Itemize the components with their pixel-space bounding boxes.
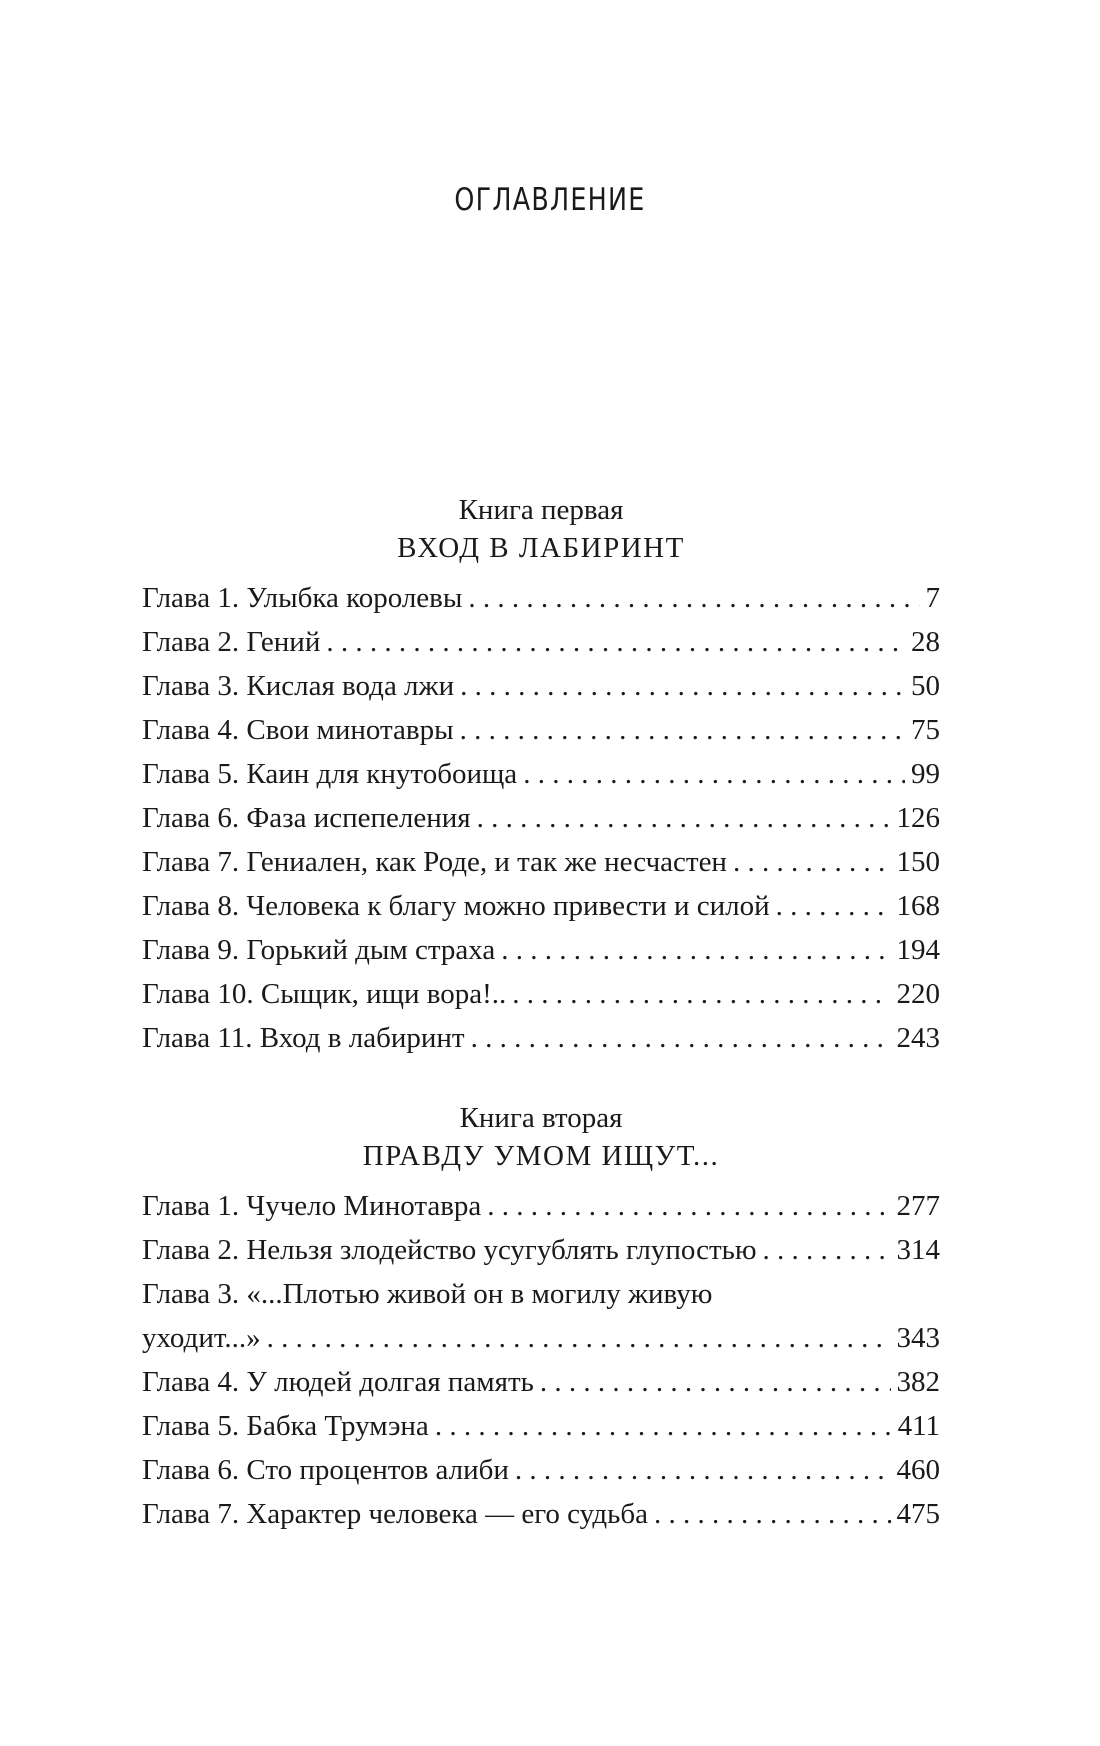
toc-entry[interactable] bbox=[142, 576, 940, 620]
page-number: 50 bbox=[911, 670, 940, 702]
toc-entry[interactable] bbox=[142, 752, 940, 796]
chapter-title: Глава 1. Чучело Минотавра bbox=[142, 1190, 482, 1222]
chapter-title: Глава 5. Бабка Трумэна bbox=[142, 1410, 429, 1442]
chapter-title: Глава 1. Улыбка королевы bbox=[142, 582, 463, 614]
page-number: 126 bbox=[896, 802, 940, 834]
page-number: 343 bbox=[896, 1322, 940, 1354]
toc-entry[interactable] bbox=[142, 1492, 940, 1536]
toc-entry[interactable] bbox=[142, 620, 940, 664]
toc-entry[interactable] bbox=[142, 1228, 940, 1272]
chapter-title: Глава 11. Вход в лабиринт bbox=[142, 1022, 465, 1054]
dot-leader bbox=[733, 840, 891, 884]
chapter-title: Глава 6. Сто процентов алиби bbox=[142, 1454, 509, 1486]
book-section-second bbox=[142, 1100, 940, 1536]
page-number: 150 bbox=[896, 846, 940, 878]
dot-leader bbox=[501, 928, 890, 972]
toc-entry[interactable] bbox=[142, 840, 940, 884]
dot-leader bbox=[435, 1404, 892, 1448]
book-name: ПРАВДУ УМОМ ИЩУТ... bbox=[362, 1140, 720, 1172]
page-number: 220 bbox=[896, 978, 940, 1010]
toc-entry[interactable] bbox=[142, 884, 940, 928]
dot-leader bbox=[540, 1360, 891, 1404]
dot-leader bbox=[523, 752, 905, 796]
chapter-title: Глава 2. Гений bbox=[142, 626, 321, 658]
dot-leader bbox=[267, 1316, 891, 1360]
dot-leader bbox=[460, 708, 905, 752]
dot-leader bbox=[460, 664, 905, 708]
book-section-first bbox=[142, 492, 940, 1060]
chapter-title: Глава 7. Гениален, как Роде, и так же несчастен bbox=[142, 846, 727, 878]
dot-leader bbox=[326, 620, 905, 664]
dot-leader bbox=[515, 1448, 891, 1492]
chapter-title: Глава 4. У людей долгая память bbox=[142, 1366, 534, 1398]
page-title: ОГЛАВЛЕНИЕ bbox=[454, 182, 646, 218]
page-number: 460 bbox=[896, 1454, 940, 1486]
toc-entry[interactable] bbox=[142, 1184, 940, 1228]
chapter-title: Глава 2. Нельзя злодейство усугублять глупостью bbox=[142, 1234, 757, 1266]
dot-leader bbox=[477, 796, 891, 840]
toc-list bbox=[142, 1184, 940, 1536]
dot-leader bbox=[776, 884, 891, 928]
page-number: 277 bbox=[896, 1190, 940, 1222]
toc-entry[interactable] bbox=[142, 972, 940, 1016]
book-label: Книга вторая bbox=[459, 1102, 623, 1134]
chapter-title-continuation: уходит...» bbox=[142, 1322, 261, 1354]
chapter-title: Глава 10. Сыщик, ищи вора!.. bbox=[142, 978, 507, 1010]
dot-leader bbox=[468, 576, 919, 620]
book-name: ВХОД В ЛАБИРИНТ bbox=[397, 532, 685, 564]
page-number: 475 bbox=[896, 1498, 940, 1530]
page-number: 28 bbox=[911, 626, 940, 658]
chapter-title: Глава 3. «...Плотью живой он в могилу живую bbox=[142, 1278, 713, 1310]
toc-entry[interactable] bbox=[142, 664, 940, 708]
chapter-title: Глава 7. Характер человека — его судьба bbox=[142, 1498, 648, 1530]
dot-leader bbox=[471, 1016, 891, 1060]
page-number: 314 bbox=[896, 1234, 940, 1266]
toc-entry[interactable] bbox=[142, 708, 940, 752]
toc-list bbox=[142, 576, 940, 1060]
toc-entry[interactable] bbox=[142, 928, 940, 972]
dot-leader bbox=[763, 1228, 891, 1272]
toc-entry[interactable] bbox=[142, 1404, 940, 1448]
dot-leader bbox=[512, 972, 890, 1016]
chapter-title: Глава 4. Свои минотавры bbox=[142, 714, 454, 746]
page-number: 7 bbox=[925, 582, 940, 614]
page-number: 75 bbox=[911, 714, 940, 746]
chapter-title: Глава 8. Человека к благу можно привести и силой bbox=[142, 890, 770, 922]
toc-entry[interactable] bbox=[142, 796, 940, 840]
chapter-title: Глава 6. Фаза испепеления bbox=[142, 802, 471, 834]
dot-leader bbox=[654, 1492, 891, 1536]
toc-entry[interactable] bbox=[142, 1360, 940, 1404]
chapter-title: Глава 9. Горький дым страха bbox=[142, 934, 496, 966]
page-number: 99 bbox=[911, 758, 940, 790]
chapter-title: Глава 5. Каин для кнутобоища bbox=[142, 758, 518, 790]
page-number: 194 bbox=[896, 934, 940, 966]
dot-leader bbox=[487, 1184, 890, 1228]
page-number: 411 bbox=[897, 1410, 940, 1442]
page-number: 382 bbox=[896, 1366, 940, 1398]
page-number: 168 bbox=[896, 890, 940, 922]
book-label: Книга первая bbox=[458, 494, 624, 526]
chapter-title: Глава 3. Кислая вода лжи bbox=[142, 670, 455, 702]
toc-entry[interactable] bbox=[142, 1016, 940, 1060]
toc-entry[interactable] bbox=[142, 1272, 940, 1360]
page-number: 243 bbox=[896, 1022, 940, 1054]
toc-entry[interactable] bbox=[142, 1448, 940, 1492]
